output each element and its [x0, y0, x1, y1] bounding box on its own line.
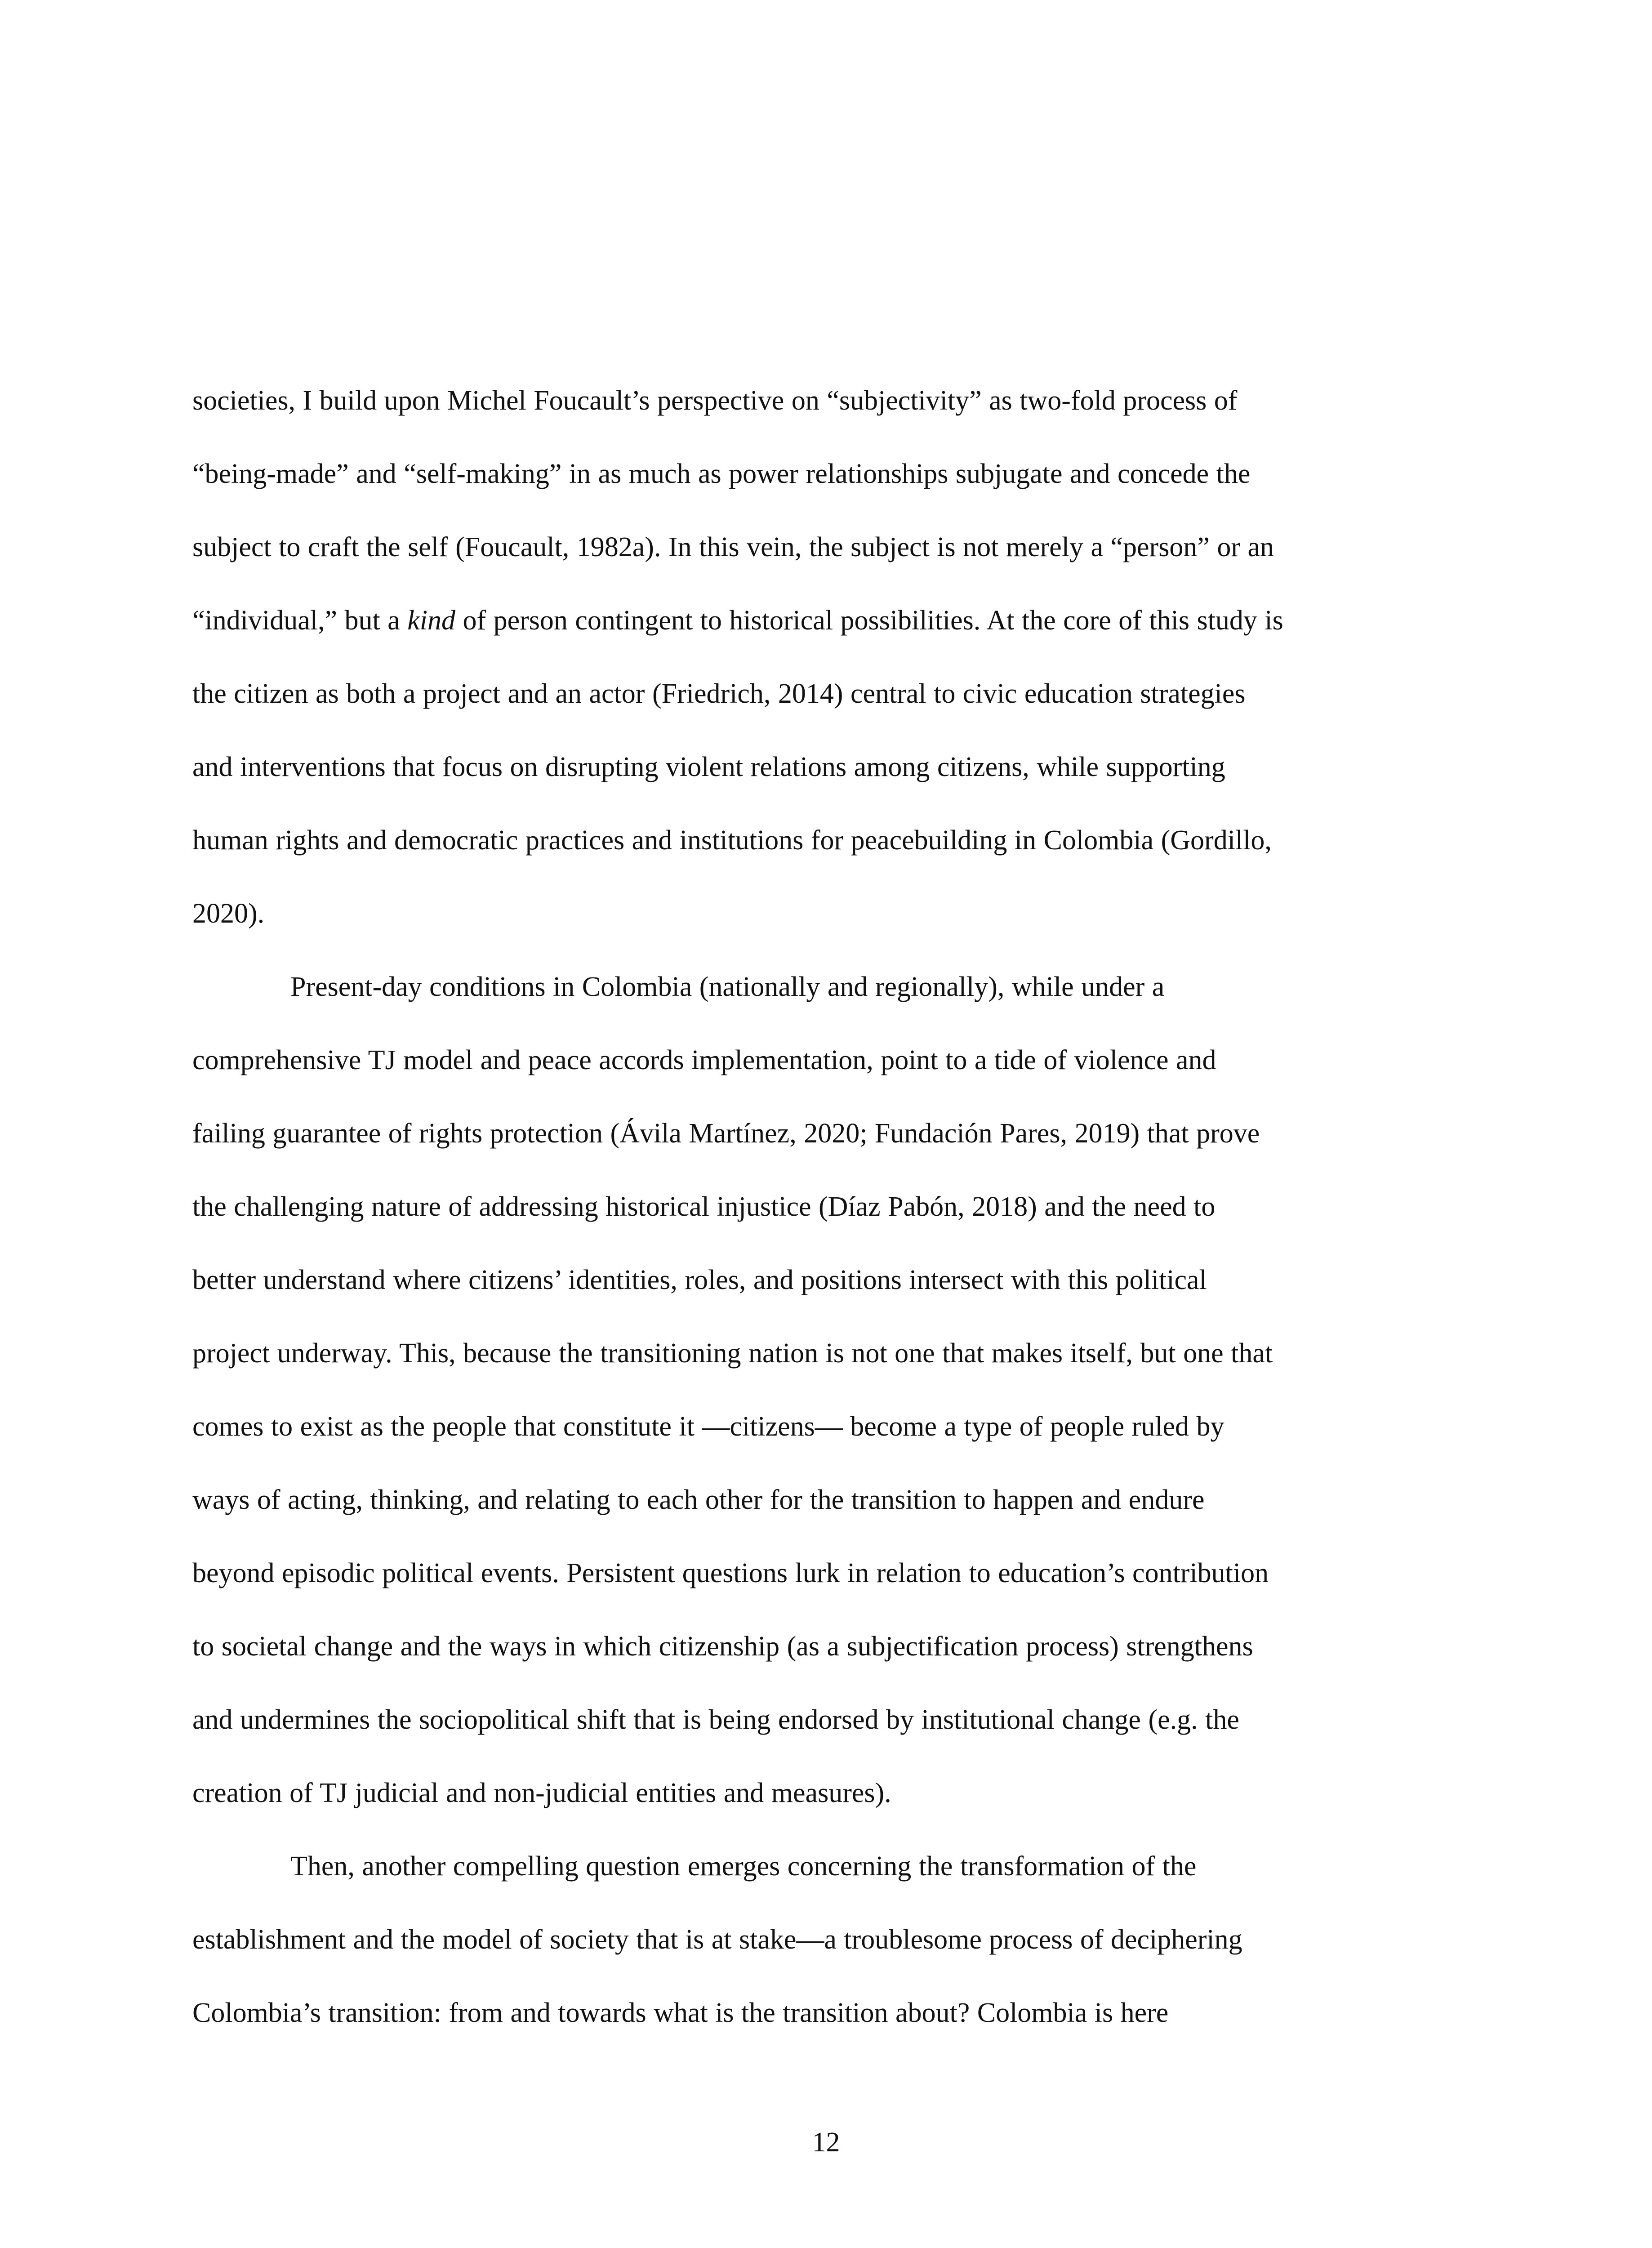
paragraph-first-line: Present-day conditions in Colombia (nationally and regionally), while under a	[290, 972, 1165, 1002]
text-line: and undermines the sociopolitical shift that is being endorsed by institutional change (e.g. the	[192, 1704, 1239, 1735]
text-line: the challenging nature of addressing historical injustice (Díaz Pabón, 2018) and the need to	[192, 1191, 1216, 1222]
text-line: human rights and democratic practices and institutions for peacebuilding in Colombia (Gordillo,	[192, 825, 1272, 856]
text-run: of person contingent to historical possibilities. At the core of this study is	[455, 605, 1283, 636]
italic-word: kind	[407, 605, 455, 636]
text-line: 2020).	[192, 898, 265, 929]
text-line: comprehensive TJ model and peace accords implementation, point to a tide of violence and	[192, 1045, 1216, 1075]
text-line: ways of acting, thinking, and relating to each other for the transition to happen and endure	[192, 1485, 1205, 1515]
text-line: societies, I build upon Michel Foucault’s perspective on “subjectivity” as two-fold process of	[192, 385, 1238, 416]
text-line: better understand where citizens’ identities, roles, and positions intersect with this political	[192, 1265, 1207, 1295]
text-line: creation of TJ judicial and non-judicial entities and measures).	[192, 1778, 891, 1808]
text-line: “being-made” and “self-making” in as much as power relationships subjugate and concede the	[192, 459, 1251, 489]
text-line: and interventions that focus on disrupting violent relations among citizens, while supporting	[192, 752, 1225, 782]
text-line: to societal change and the ways in which citizenship (as a subjectification process) strengthens	[192, 1631, 1253, 1662]
paragraph-first-line: Then, another compelling question emerges concerning the transformation of the	[290, 1851, 1197, 1882]
text-line: project underway. This, because the transitioning nation is not one that makes itself, but one that	[192, 1338, 1273, 1369]
text-line: beyond episodic political events. Persistent questions lurk in relation to education’s contribution	[192, 1558, 1269, 1588]
text-run: “individual,” but a	[192, 605, 408, 636]
text-line: subject to craft the self (Foucault, 1982a). In this vein, the subject is not merely a “person” or an	[192, 532, 1274, 562]
text-line: failing guarantee of rights protection (Ávila Martínez, 2020; Fundación Pares, 2019) that prove	[192, 1118, 1260, 1149]
text-line	[192, 584, 1451, 657]
text-line: the citizen as both a project and an actor (Friedrich, 2014) central to civic education strategies	[192, 678, 1246, 709]
text-line: comes to exist as the people that constitute it —citizens— become a type of people ruled by	[192, 1411, 1225, 1442]
text-line: Colombia’s transition: from and towards what is the transition about? Colombia is here	[192, 1998, 1169, 2028]
body-text	[192, 364, 1451, 2050]
page-number: 12	[812, 2127, 840, 2158]
text-line: establishment and the model of society that is at stake—a troublesome process of deciphering	[192, 1924, 1242, 1955]
